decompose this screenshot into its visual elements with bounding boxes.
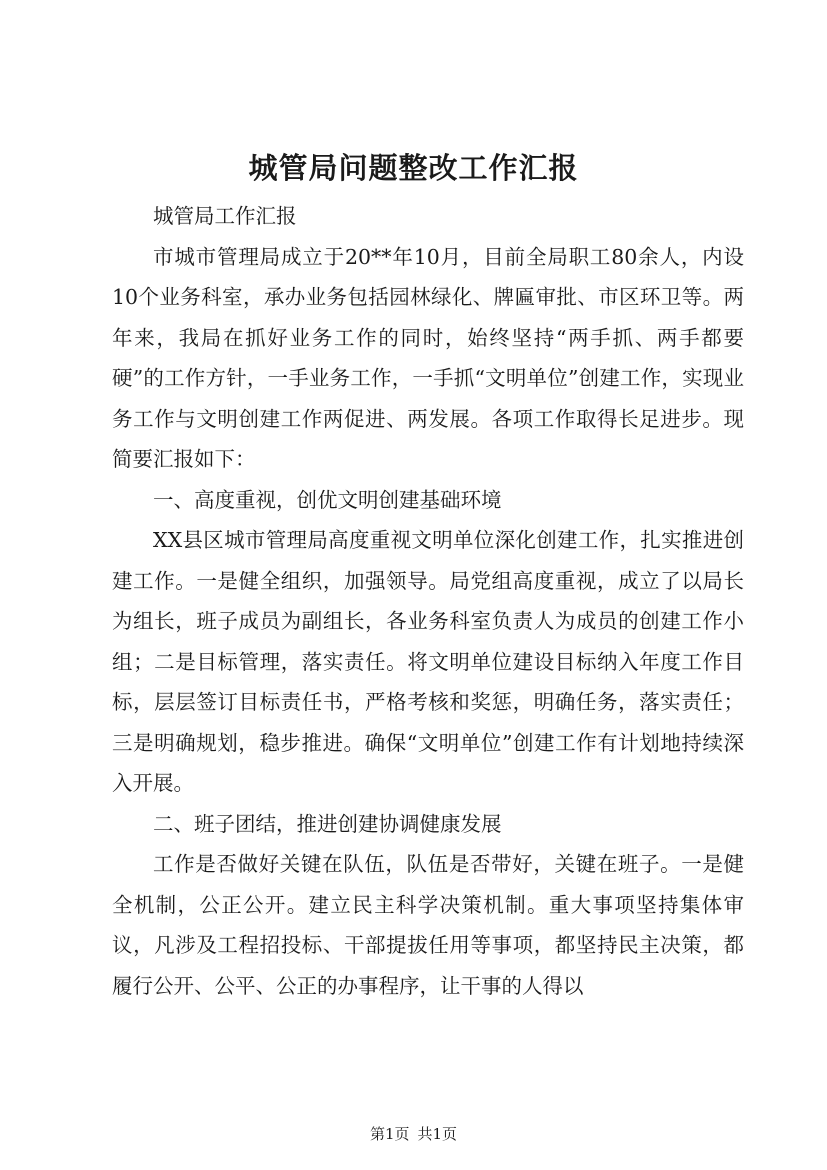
page-footer bbox=[0, 1124, 827, 1144]
document-title: 城管局问题整改工作汇报 bbox=[248, 151, 579, 185]
section-heading-1: 一、高度重视，创优文明创建基础环境 bbox=[153, 487, 502, 512]
document-body bbox=[112, 196, 744, 1006]
page-number: 第1页 bbox=[369, 1125, 410, 1143]
paragraph-section-2: 工作是否做好关键在队伍，队伍是否带好，关键在班子。一是健全机制，公正公开。建立民主科学决策机制。重大事项坚持集体审议，凡涉及工程招投标、干部提拔任用等事项，都坚持民主决策，都履行公开、公平、公正的办事程序，让干事的人得以 bbox=[112, 852, 744, 998]
page-total: 共1页 bbox=[417, 1125, 458, 1143]
section-heading-2: 二、班子团结，推进创建协调健康发展 bbox=[153, 811, 502, 836]
paragraph-section-1: XX县区城市管理局高度重视文明单位深化创建工作，扎实推进创建工作。一是健全组织，加强领导。局党组高度重视，成立了以局长为组长，班子成员为副组长，各业务科室负责人为成员的创建工作小组；二是目标管理，落实责任。将文明单位建设目标纳入年度工作目标，层层签订目标责任书，严格考核和奖惩，明确任务，落实责任；三是明确规划，稳步推进。确保“文明单位”创建工作有计划地持续深入开展。 bbox=[112, 528, 744, 795]
paragraph-intro: 市城市管理局成立于20**年10月，目前全局职工80余人，内设10个业务科室，承办业务包括园林绿化、牌匾审批、市区环卫等。两年来，我局在抓好业务工作的同时，始终坚持“两手抓、两手都要硬”的工作方针，一手业务工作，一手抓“文明单位”创建工作，实现业务工作与文明创建工作两促进、两发展。各项工作取得长足进步。现简要汇报如下： bbox=[112, 244, 744, 471]
paragraph-subtitle: 城管局工作汇报 bbox=[153, 204, 297, 228]
